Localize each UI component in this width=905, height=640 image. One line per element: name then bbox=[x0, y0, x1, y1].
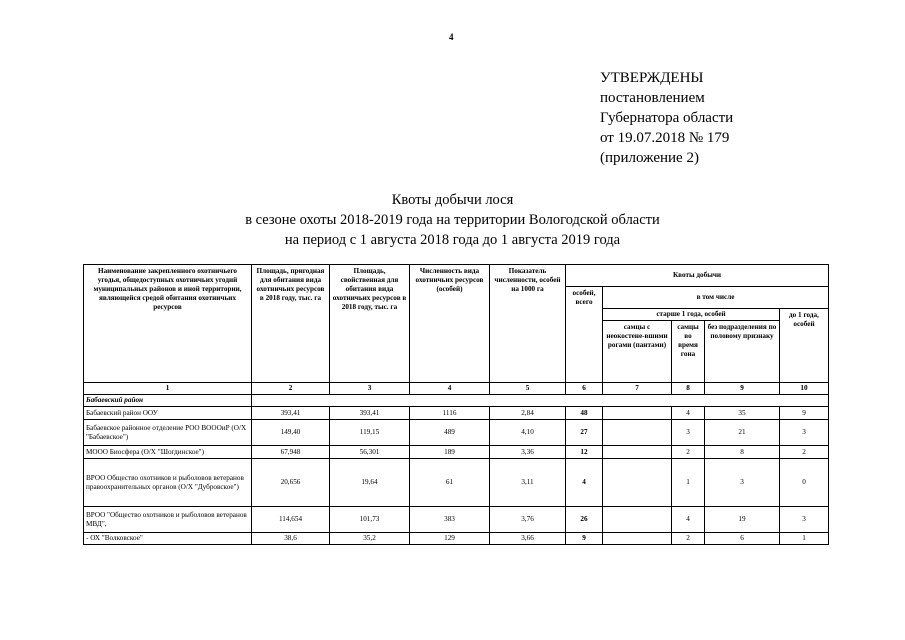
column-number: 2 bbox=[252, 383, 330, 395]
cell-population: 1116 bbox=[410, 407, 490, 420]
cell-area-proper: 56,301 bbox=[330, 446, 410, 459]
row-name: ВРОО "Общество охотников и рыболовов ветеранов МВД", bbox=[84, 507, 252, 533]
header-older: старше 1 года, особей bbox=[603, 309, 780, 321]
district-row bbox=[84, 395, 829, 407]
header-including: в том числе bbox=[603, 287, 829, 309]
row-name: - ОХ "Волковское" bbox=[84, 533, 252, 545]
cell-no-sex: 35 bbox=[705, 407, 780, 420]
header-males-rut: самцы во время гона bbox=[672, 321, 705, 383]
approval-line: от 19.07.2018 № 179 bbox=[600, 130, 730, 146]
cell-total: 9 bbox=[566, 533, 603, 545]
cell-no-sex: 6 bbox=[705, 533, 780, 545]
cell-density: 2,84 bbox=[490, 407, 566, 420]
approval-block bbox=[600, 68, 733, 168]
cell-total: 26 bbox=[566, 507, 603, 533]
page-number: 4 bbox=[449, 32, 454, 42]
column-number: 10 bbox=[780, 383, 829, 395]
cell-area-suitable: 38,6 bbox=[252, 533, 330, 545]
cell-area-proper: 119,15 bbox=[330, 420, 410, 446]
cell-rut: 2 bbox=[672, 533, 705, 545]
cell-under1: 3 bbox=[780, 420, 829, 446]
header-males-velvet: самцы с неокостене-вшими рогами (пантами) bbox=[603, 321, 672, 383]
cell-rut: 2 bbox=[672, 446, 705, 459]
cell-no-sex: 21 bbox=[705, 420, 780, 446]
cell-density: 3,36 bbox=[490, 446, 566, 459]
cell-area-proper: 393,41 bbox=[330, 407, 410, 420]
cell-area-suitable: 20,656 bbox=[252, 459, 330, 507]
header-density: Показатель численности, особей на 1000 га bbox=[490, 265, 566, 383]
column-number: 3 bbox=[330, 383, 410, 395]
approval-heading: УТВЕРЖДЕНЫ bbox=[600, 70, 704, 86]
table-row bbox=[84, 533, 829, 545]
column-number: 7 bbox=[603, 383, 672, 395]
cell-area-suitable: 67,948 bbox=[252, 446, 330, 459]
cell-velvet bbox=[603, 507, 672, 533]
quota-table bbox=[83, 264, 829, 545]
cell-no-sex: 19 bbox=[705, 507, 780, 533]
cell-no-sex: 8 bbox=[705, 446, 780, 459]
row-name: ВРОО Общество охотников и рыболовов ветеранов правоохранительных органов (О/Х "Дубровское") bbox=[84, 459, 252, 507]
cell-population: 189 bbox=[410, 446, 490, 459]
cell-area-proper: 19,64 bbox=[330, 459, 410, 507]
cell-total: 48 bbox=[566, 407, 603, 420]
header-population: Численность вида охотничьих ресурсов (особей) bbox=[410, 265, 490, 383]
table-row bbox=[84, 507, 829, 533]
column-number: 4 bbox=[410, 383, 490, 395]
cell-area-proper: 35,2 bbox=[330, 533, 410, 545]
cell-velvet bbox=[603, 459, 672, 507]
header-name: Наименование закрепленного охотничьего угодья, общедоступных охотничьих угодий муниципальных районов и иной территории, являющейся средой обитания охотничьих ресурсов bbox=[84, 265, 252, 383]
header-under1: до 1 года, особей bbox=[780, 309, 829, 383]
header-quotas: Квоты добычи bbox=[566, 265, 829, 287]
column-number: 8 bbox=[672, 383, 705, 395]
table-row bbox=[84, 407, 829, 420]
cell-under1: 9 bbox=[780, 407, 829, 420]
approval-line: постановлением bbox=[600, 90, 705, 106]
cell-under1: 0 bbox=[780, 459, 829, 507]
cell-under1: 1 bbox=[780, 533, 829, 545]
column-number: 6 bbox=[566, 383, 603, 395]
cell-total: 27 bbox=[566, 420, 603, 446]
table-row bbox=[84, 420, 829, 446]
header-no-sex: без подразделения по половому признаку bbox=[705, 321, 780, 383]
cell-rut: 4 bbox=[672, 407, 705, 420]
cell-area-proper: 101,73 bbox=[330, 507, 410, 533]
table-row bbox=[84, 459, 829, 507]
cell-population: 61 bbox=[410, 459, 490, 507]
cell-velvet bbox=[603, 420, 672, 446]
title-line: на период с 1 августа 2018 года до 1 августа 2019 года bbox=[284, 232, 621, 248]
column-number: 9 bbox=[705, 383, 780, 395]
cell-total: 12 bbox=[566, 446, 603, 459]
cell-population: 383 bbox=[410, 507, 490, 533]
cell-under1: 2 bbox=[780, 446, 829, 459]
cell-population: 489 bbox=[410, 420, 490, 446]
header-total: особей, всего bbox=[566, 287, 603, 383]
district-name: Бабаевский район bbox=[84, 395, 252, 407]
column-number: 1 bbox=[84, 383, 252, 395]
header-area-proper: Площадь, свойственная для обитания вида охотничьих ресурсов в 2018 году, тыс. га bbox=[330, 265, 410, 383]
cell-density: 3,76 bbox=[490, 507, 566, 533]
approval-line: Губернатора области bbox=[600, 110, 734, 126]
cell-velvet bbox=[603, 446, 672, 459]
row-name: Бабаевское районное отделение РОО ВОООиР (О/Х "Бабаевское") bbox=[84, 420, 252, 446]
cell-area-suitable: 393,41 bbox=[252, 407, 330, 420]
cell-rut: 4 bbox=[672, 507, 705, 533]
cell-area-suitable: 114,654 bbox=[252, 507, 330, 533]
cell-total: 4 bbox=[566, 459, 603, 507]
cell-population: 129 bbox=[410, 533, 490, 545]
cell-density: 3,66 bbox=[490, 533, 566, 545]
document-title bbox=[0, 190, 905, 250]
title-line: в сезоне охоты 2018-2019 года на территории Вологодской области bbox=[245, 212, 660, 228]
cell-no-sex: 3 bbox=[705, 459, 780, 507]
cell-rut: 3 bbox=[672, 420, 705, 446]
cell-velvet bbox=[603, 407, 672, 420]
table-row bbox=[84, 446, 829, 459]
cell-density: 4,10 bbox=[490, 420, 566, 446]
cell-area-suitable: 149,40 bbox=[252, 420, 330, 446]
district-row-fill bbox=[252, 395, 829, 407]
approval-line: (приложение 2) bbox=[600, 150, 699, 166]
cell-density: 3,11 bbox=[490, 459, 566, 507]
column-number: 5 bbox=[490, 383, 566, 395]
cell-under1: 3 bbox=[780, 507, 829, 533]
row-name: МООО Биосфера (О/Х "Шогдинское") bbox=[84, 446, 252, 459]
row-name: Бабаевский район ООУ bbox=[84, 407, 252, 420]
header-area-suitable: Площадь, пригодная для обитания вида охотничьих ресурсов в 2018 году, тыс. га bbox=[252, 265, 330, 383]
cell-velvet bbox=[603, 533, 672, 545]
cell-rut: 1 bbox=[672, 459, 705, 507]
title-line: Квоты добычи лося bbox=[391, 192, 514, 208]
